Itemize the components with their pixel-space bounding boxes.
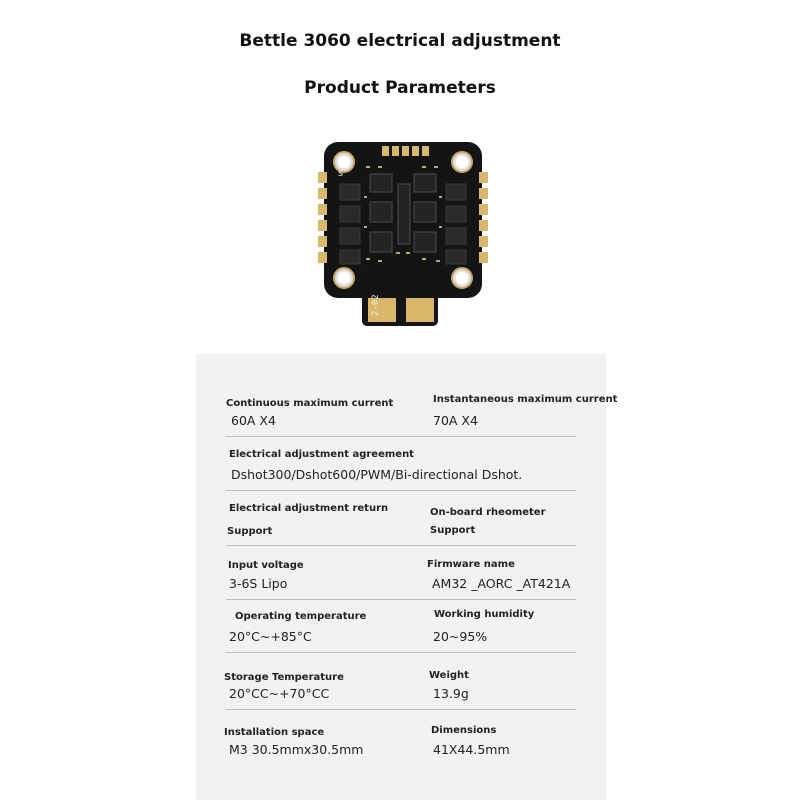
page-title: Bettle 3060 electrical adjustment (239, 31, 561, 51)
continuous-current-label: Continuous maximum current (226, 398, 394, 409)
rheometer-label: On-board rheometer (430, 507, 546, 518)
silkscreen-bottom-label: 2-02 (371, 294, 381, 316)
page-subtitle: Product Parameters (304, 78, 496, 98)
dimensions-value: 41X44.5mm (433, 742, 510, 757)
silkscreen-top-label: S (338, 169, 344, 178)
row-divider (226, 545, 576, 546)
instant-current-value: 70A X4 (433, 413, 478, 428)
operating-temp-value: 20°C~+85°C (229, 629, 312, 644)
instant-current-label: Instantaneous maximum current (433, 394, 618, 405)
row-divider (226, 436, 576, 437)
rheometer-value: Support (430, 525, 476, 536)
input-voltage-label: Input voltage (228, 560, 304, 571)
spec-panel (196, 354, 618, 800)
row-divider (226, 490, 576, 491)
continuous-current-value: 60A X4 (231, 413, 276, 428)
humidity-value: 20~95% (433, 629, 488, 644)
install-space-label: Installation space (224, 727, 325, 738)
weight-value: 13.9g (433, 686, 469, 701)
firmware-value: AM32 _AORC _AT421A (432, 576, 571, 591)
storage-temp-value: 20°CC~+70°CC (229, 686, 330, 701)
esc-board-image (318, 140, 490, 330)
protocol-label: Electrical adjustment agreement (229, 449, 414, 460)
row-divider (226, 652, 576, 653)
weight-label: Weight (429, 670, 469, 681)
dimensions-label: Dimensions (431, 725, 497, 736)
input-voltage-value: 3-6S Lipo (229, 576, 288, 591)
row-divider (226, 599, 576, 600)
esc-return-label: Electrical adjustment return (229, 503, 389, 514)
protocol-value: Dshot300/Dshot600/PWM/Bi-directional Dshot. (231, 467, 523, 482)
esc-return-value: Support (227, 526, 273, 537)
row-divider (226, 709, 576, 710)
operating-temp-label: Operating temperature (235, 611, 367, 622)
install-space-value: M3 30.5mmx30.5mm (229, 742, 364, 757)
firmware-label: Firmware name (427, 559, 515, 570)
storage-temp-label: Storage Temperature (224, 672, 344, 683)
humidity-label: Working humidity (434, 609, 535, 620)
